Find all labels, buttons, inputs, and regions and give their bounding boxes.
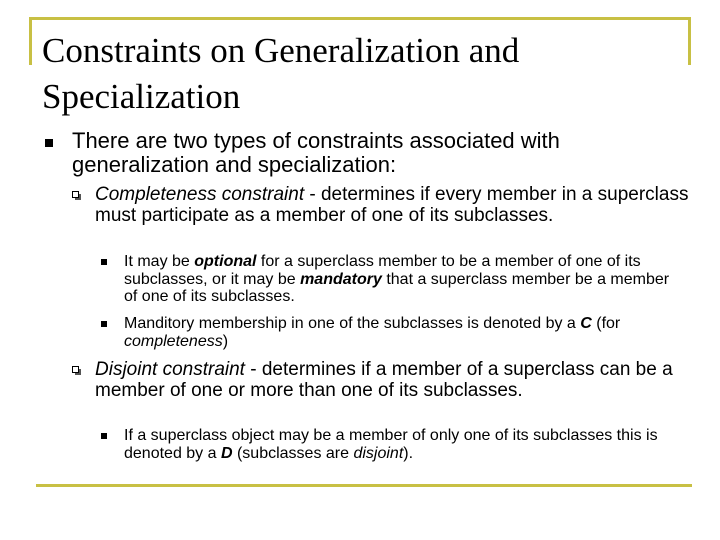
text-segment: ). — [403, 444, 414, 462]
disjoint-term: Disjoint constraint — [95, 359, 245, 380]
completeness-sub-optional — [124, 253, 684, 306]
slide-title: Constraints on Generalization and Specialization — [42, 31, 520, 116]
hollow-square-icon — [72, 366, 79, 373]
disjoint-bullet — [95, 359, 695, 401]
bullet-intro: There are two types of constraints associated with generalization and specialization: — [72, 128, 560, 177]
completeness-bullet — [95, 184, 695, 226]
frame-top-rule — [29, 17, 691, 20]
bullet-square-icon — [101, 259, 107, 265]
bullet-square-icon — [101, 433, 107, 439]
text-segment: ) — [222, 332, 229, 350]
text-segment: that a superclass member be a member of one of its subclasses. — [124, 270, 670, 305]
optional-word: optional — [194, 253, 257, 270]
mandatory-word: mandatory — [300, 270, 382, 288]
completeness-word: completeness — [124, 332, 223, 350]
disjoint-text: - determines if a member of a superclass can be a member of one or more than one of its subclasses. — [95, 359, 673, 401]
disjoint-sub-denoted — [124, 427, 684, 462]
text-segment: (subclasses are — [232, 444, 354, 462]
text-segment: If a superclass object may be a member of only one of its subclasses this is denoted by a — [124, 427, 658, 462]
disjoint-word: disjoint — [353, 444, 404, 462]
letter-c: C — [580, 315, 592, 332]
text-segment: (for — [591, 315, 621, 332]
bullet-square-icon — [45, 139, 53, 147]
frame-left-rule — [29, 17, 32, 65]
completeness-term: Completeness constraint — [95, 184, 305, 205]
text-segment: Manditory membership in one of the subclasses is denoted by a — [124, 315, 581, 332]
text-segment: It may be — [124, 253, 195, 270]
letter-d: D — [220, 444, 233, 462]
hollow-square-icon — [72, 191, 79, 198]
completeness-sub-denoted — [124, 315, 684, 350]
bottom-rule — [36, 484, 692, 487]
text-segment: for a superclass member to be a member of one of its subclasses, or it may be — [124, 253, 641, 288]
bullet-square-icon — [101, 321, 107, 327]
frame-right-rule — [688, 17, 691, 65]
completeness-text: - determines if every member in a superclass must participate as a member of one of its subclasses. — [95, 184, 689, 226]
